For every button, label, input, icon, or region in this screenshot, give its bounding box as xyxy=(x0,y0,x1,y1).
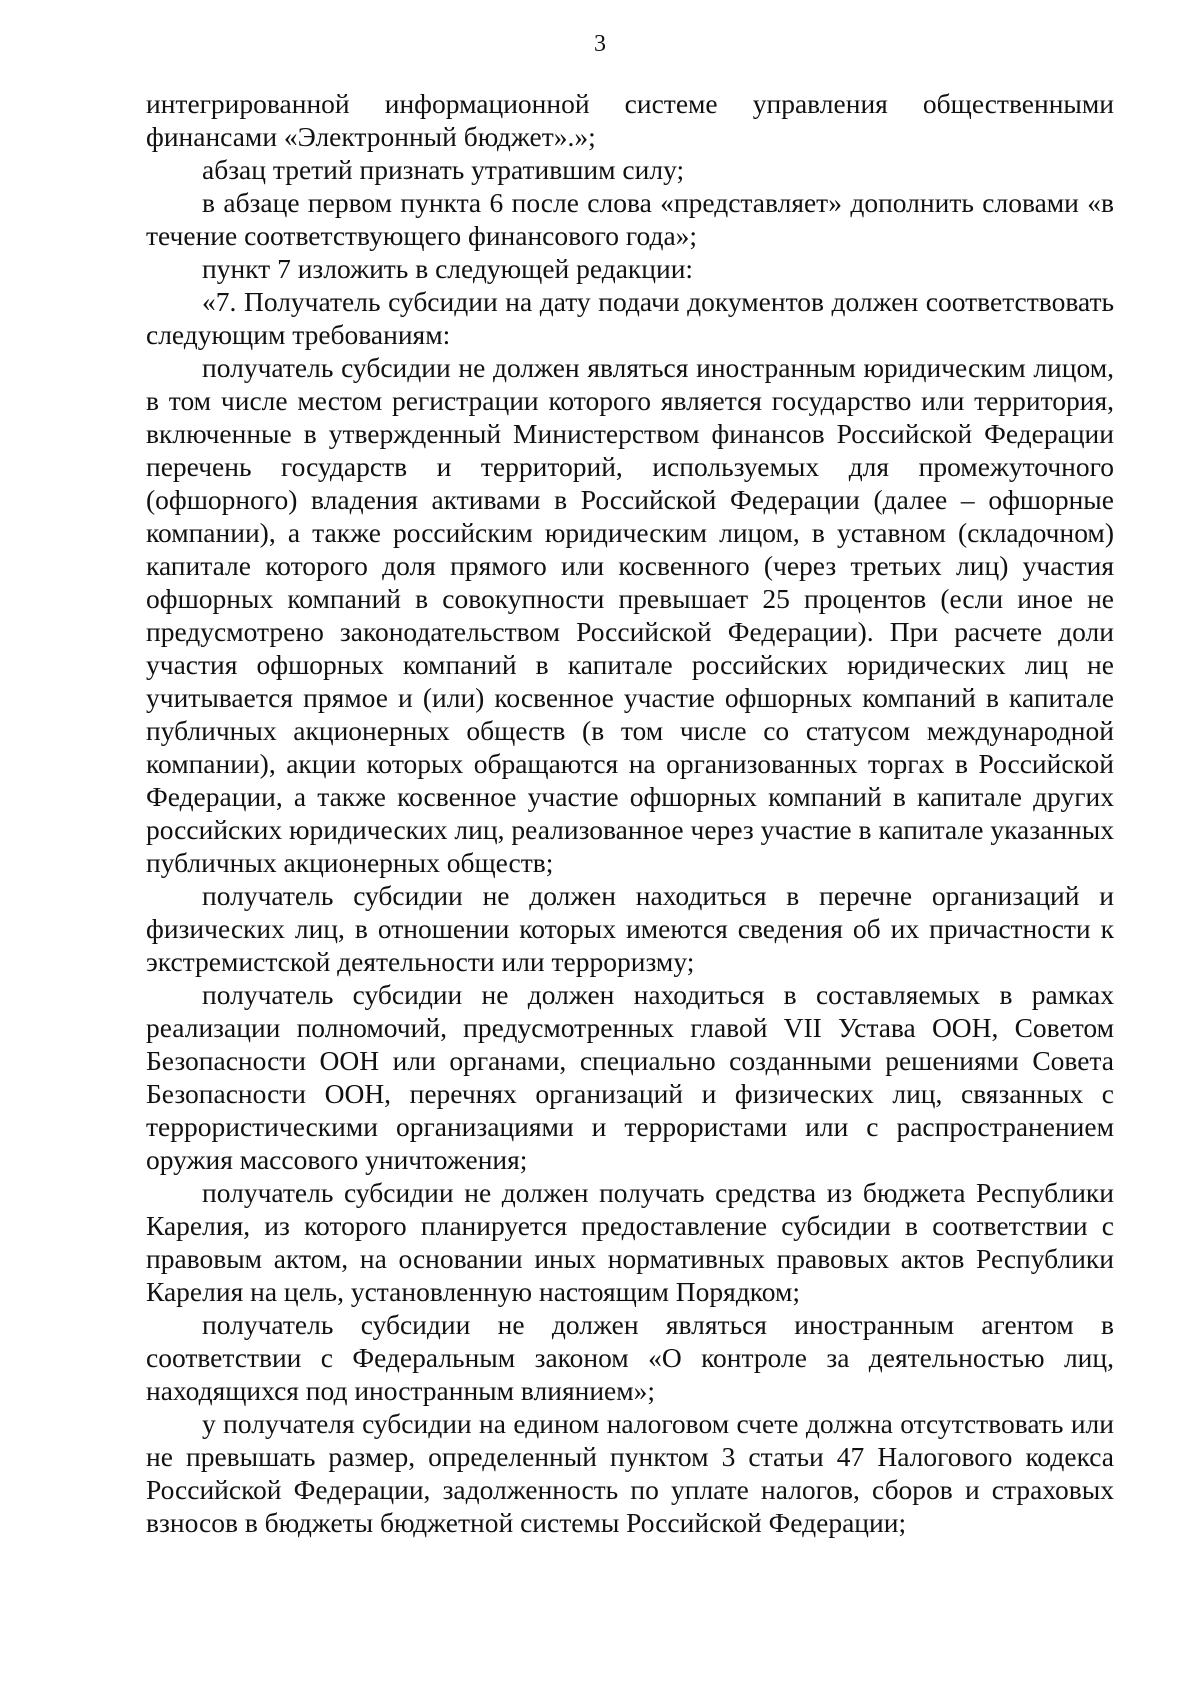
paragraph-continuation: интегрированной информационной системе управления общественными финансами «Электронный бюджет».»; xyxy=(146,88,1114,152)
document-body xyxy=(146,87,1114,1539)
paragraph: получатель субсидии не должен являться иностранным юридическим лицом, в том числе местом регистрации которого является государство или территория, включенные в утвержденный Министерством финансов Российской Федерации перечень государств и территорий, используемых для промежуточного (офшорного) владения активами в Российской Федерации (далее – офшорные компании), а также российским юридическим лицом, в уставном (складочном) капитале которого доля прямого или косвенного (через третьих лиц) участия офшорных компаний в совокупности превышает 25 процентов (если иное не предусмотрено законодательством Российской Федерации). При расчете доли участия офшорных компаний в капитале российских юридических лиц не учитывается прямое и (или) косвенное участие офшорных компаний в капитале публичных акционерных обществ (в том числе со статусом международной компании), акции которых обращаются на организованных торгах в Российской Федерации, а также косвенное участие офшорных компаний в капитале других российских юридических лиц, реализованное через участие в капитале указанных публичных акционерных обществ; xyxy=(146,352,1114,878)
paragraph: пункт 7 изложить в следующей редакции: xyxy=(202,253,694,284)
paragraph: получатель субсидии не должен находиться в перечне организаций и физических лиц, в отношении которых имеются сведения об их причастности к экстремистской деятельности или терроризму; xyxy=(146,880,1114,977)
paragraph: получатель субсидии не должен получать средства из бюджета Республики Карелия, из которого планируется предоставление субсидии в соответствии с правовым актом, на основании иных нормативных правовых актов Республики Карелия на цель, установленную настоящим Порядком; xyxy=(146,1177,1114,1307)
paragraph: в абзаце первом пункта 6 после слова «представляет» дополнить словами «в течение соответствующего финансового года»; xyxy=(146,187,1114,251)
paragraph: получатель субсидии не должен являться иностранным агентом в соответствии с Федеральным законом «О контроле за деятельностью лиц, находящихся под иностранным влиянием»; xyxy=(146,1309,1114,1406)
paragraph: получатель субсидии не должен находиться в составляемых в рамках реализации полномочий, предусмотренных главой VII Устава ООН, Советом Безопасности ООН или органами, специально созданными решениями Совета Безопасности ООН, перечнях организаций и физических лиц, связанных с террористическими организациями и террористами или с распространением оружия массового уничтожения; xyxy=(146,979,1114,1175)
paragraph: у получателя субсидии на едином налоговом счете должна отсутствовать или не превышать размер, определенный пунктом 3 статьи 47 Налогового кодекса Российской Федерации, задолженность по уплате налогов, сборов и страховых взносов в бюджеты бюджетной системы Российской Федерации; xyxy=(146,1408,1114,1538)
paragraph: «7. Получатель субсидии на дату подачи документов должен соответствовать следующим требованиям: xyxy=(146,286,1114,350)
page-number: 3 xyxy=(594,31,606,57)
paragraph: абзац третий признать утратившим силу; xyxy=(202,154,685,185)
